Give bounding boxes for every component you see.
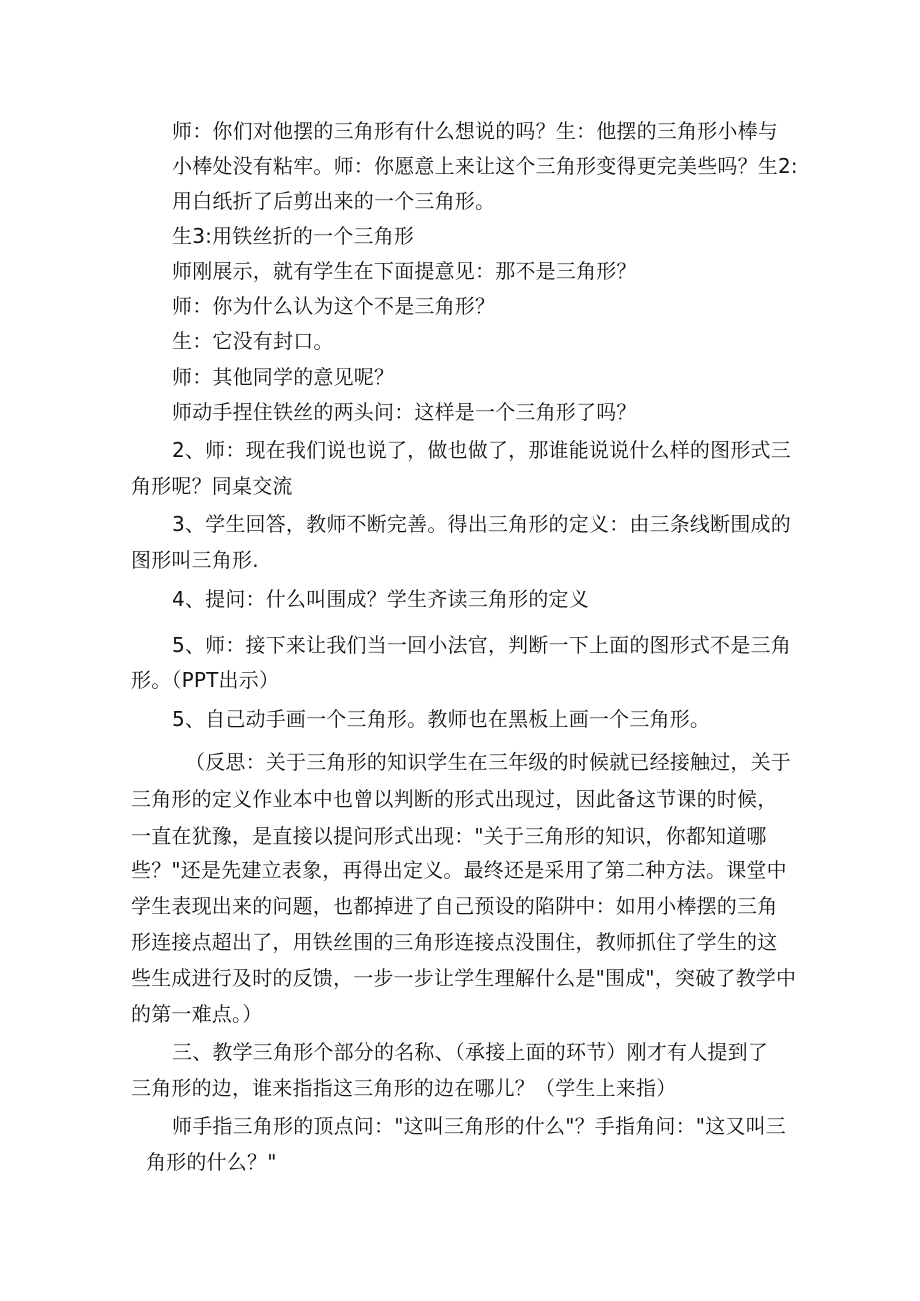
text-line: 三角形的边，谁来指指这三角形的边在哪儿？（学生上来指） <box>131 1076 677 1100</box>
text-line: 师手指三角形的顶点问："这叫三角形的什么"？手指角问："这又叫三 <box>172 1114 786 1138</box>
text-line: 三、教学三角形个部分的名称、（承接上面的环节）刚才有人提到了 <box>172 1040 768 1064</box>
text-line: 角形呢？同桌交流 <box>131 474 293 498</box>
text-line: 2、师：现在我们说也说了，做也做了，那谁能说说什么样的图形式三 <box>172 438 791 462</box>
text-line: 4、提问：什么叫围成？学生齐读三角形的定义 <box>172 587 589 611</box>
text-line: 形连接点超出了，用铁丝围的三角形连接点没围住，教师抓住了学生的这 <box>131 930 778 954</box>
text-line: （反思：关于三角形的知识学生在三年级的时候就已经接触过，关于 <box>185 750 791 774</box>
text-line: 小棒处没有粘牢。师：你愿意上来让这个三角形变得更完美些吗？生2: <box>172 154 798 178</box>
text-line: 师：你为什么认为这个不是三角形？ <box>172 294 496 318</box>
text-line: 生：它没有封口。 <box>172 329 334 353</box>
text-line: 用白纸折了后剪出来的一个三角形。 <box>172 189 496 213</box>
text-line: 学生表现出来的问题，也都掉进了自己预设的陷阱中：如用小棒摆的三角 <box>131 894 778 918</box>
text-line: 的第一难点。） <box>131 1002 263 1026</box>
text-line: 一直在犹豫，是直接以提问形式出现："关于三角形的知识，你都知道哪 <box>131 824 767 848</box>
text-line: 三角形的定义作业本中也曾以判断的形式出现过，因此备这节课的时候， <box>131 787 778 811</box>
text-line: 些生成进行及时的反馈，一步一步让学生理解什么是"围成"，突破了教学中 <box>131 966 797 990</box>
text-line: 些？"还是先建立表象，再得出定义。最终还是采用了第二种方法。课堂中 <box>131 858 787 882</box>
text-line: 5、师：接下来让我们当一回小法官，判断一下上面的图形式不是三角 <box>172 633 791 657</box>
text-line: 生3:用铁丝折的一个三角形 <box>172 224 415 248</box>
text-line: 师刚展示，就有学生在下面提意见：那不是三角形？ <box>172 259 637 283</box>
text-line: 角形的什么？" <box>146 1150 277 1174</box>
text-line: 师动手捏住铁丝的两头问：这样是一个三角形了吗？ <box>172 400 637 424</box>
text-line: 师：其他同学的意见呢？ <box>172 365 395 389</box>
text-line: 3、学生回答，教师不断完善。得出三角形的定义：由三条线断围成的 <box>172 512 791 536</box>
text-line: 5、自己动手画一个三角形。教师也在黑板上画一个三角形。 <box>172 707 711 731</box>
text-line: 师：你们对他摆的三角形有什么想说的吗？生：他摆的三角形小棒与 <box>172 119 778 143</box>
text-line: 形。（PPT出示） <box>131 668 280 692</box>
text-line: 图形叫三角形. <box>131 548 259 572</box>
